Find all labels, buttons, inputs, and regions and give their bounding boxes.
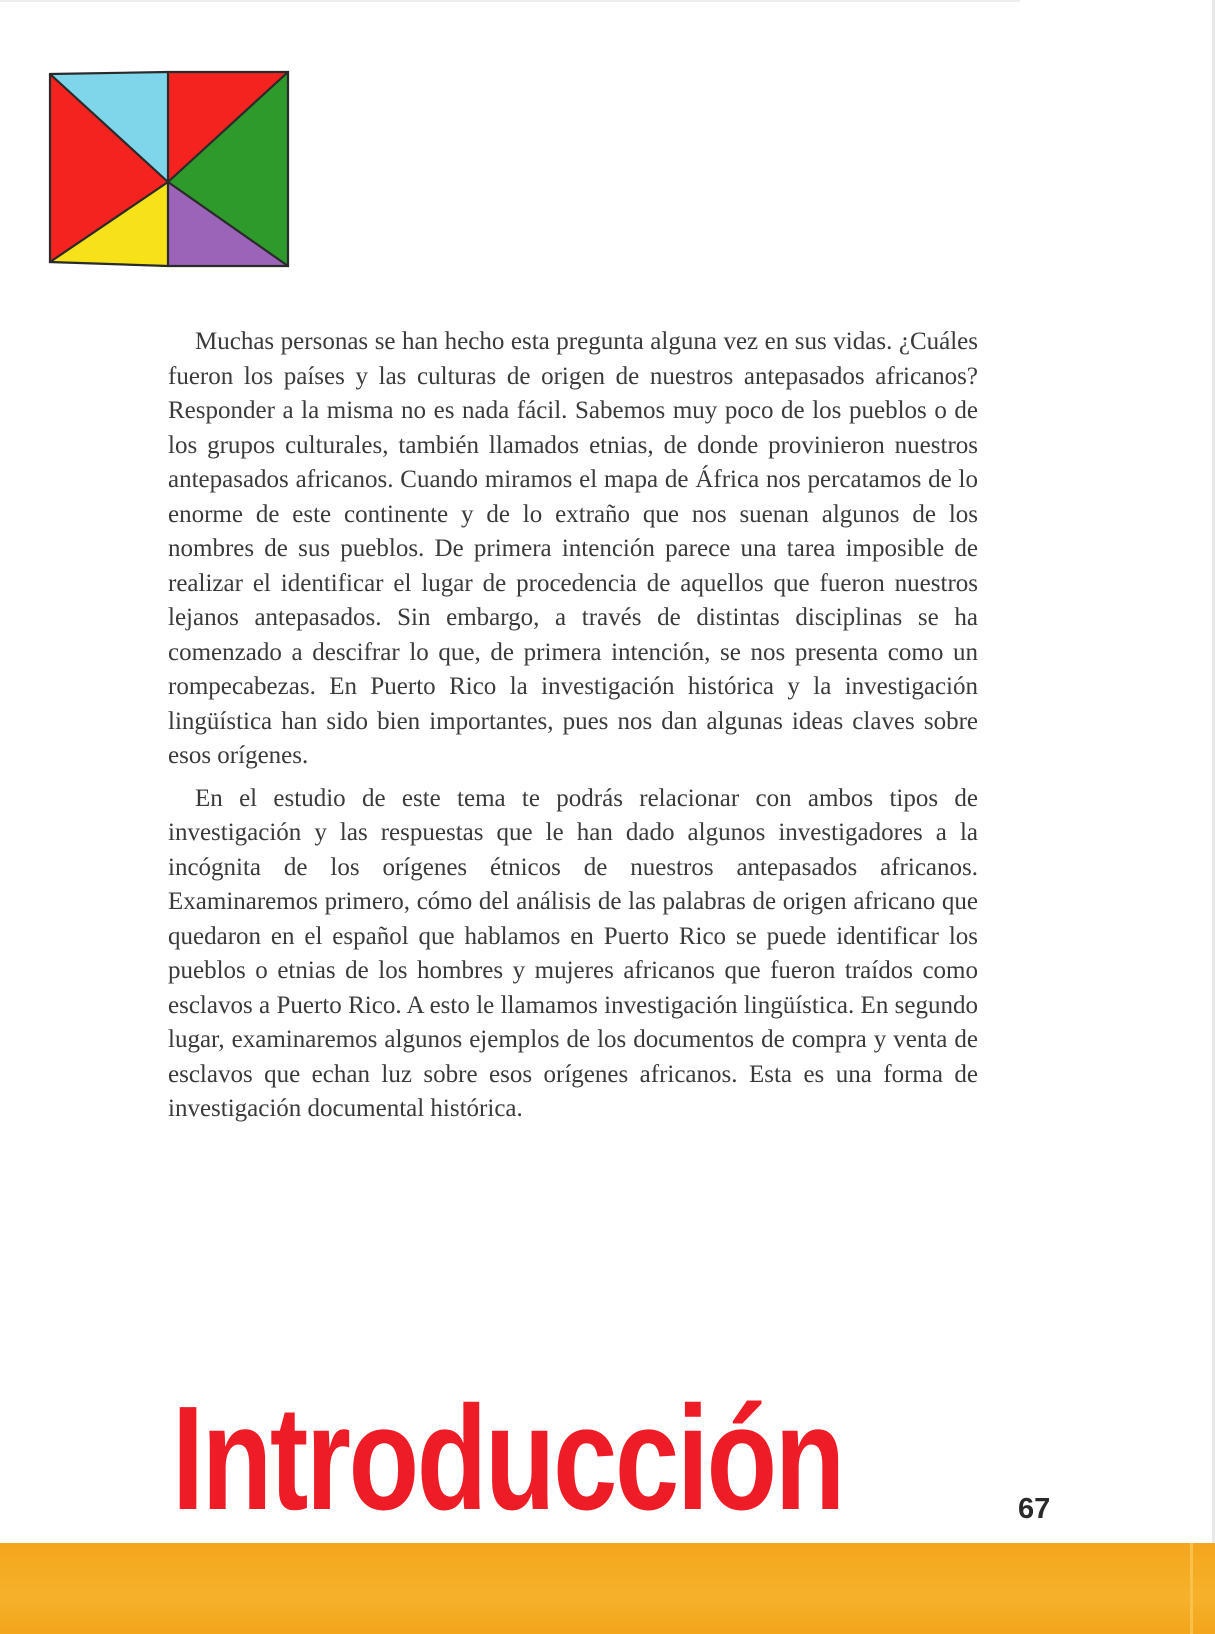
paragraph-1: Muchas personas se han hecho esta pregunta alguna vez en sus vidas. ¿Cuáles fueron los países y las culturas de origen de nuestros antepasados africanos? Responder a la misma no es nada fácil. Sabemos muy poco de los pueblos o de los grupos culturales, también llamados etnias, de donde provinieron nuestros antepasados africanos. Cuando miramos el mapa de África nos percatamos de lo enorme de este continente y de lo extraño que nos suenan algunos de los nombres de sus pueblos. De primera intención parece una tarea imposible de realizar el identificar el lugar de procedencia de aquellos que fueron nuestros lejanos antepasados. Sin embargo, a través de distintas disciplinas se ha comenzado a descifrar lo que, de primera intención, se nos presenta como un rompecabezas. En Puerto Rico la investigación histórica y la investigación lingüística han sido bien importantes, pues nos dan algunas ideas claves sobre esos orígenes. [168, 328, 978, 769]
footer-stripe [1190, 1543, 1193, 1634]
colored-triangles-square-icon [48, 70, 292, 270]
paragraph-2: En el estudio de este tema te podrás relacionar con ambos tipos de investigación y las respuestas que le han dado algunos investigadores a la incógnita de los orígenes étnicos de nuestros antepasados africanos. Examinaremos primero, cómo del análisis de las palabras de origen africano que quedaron en el español que hablamos en Puerto Rico se puede identificar los pueblos o etnias de los hombres y mujeres africanos que fueron traídos como esclavos a Puerto Rico. A esto le llamamos investigación lingüística. En segundo lugar, examinaremos algunos ejemplos de los documentos de compra y venta de esclavos que echan luz sobre esos orígenes africanos. Esta es una forma de investigación documental histórica. [168, 784, 978, 1122]
page-number: 67 [1018, 1493, 1051, 1525]
page-title: Introducción [172, 1376, 843, 1541]
page-top-edge [0, 0, 1020, 2]
body-text [168, 325, 978, 1135]
footer-band [0, 1543, 1215, 1634]
